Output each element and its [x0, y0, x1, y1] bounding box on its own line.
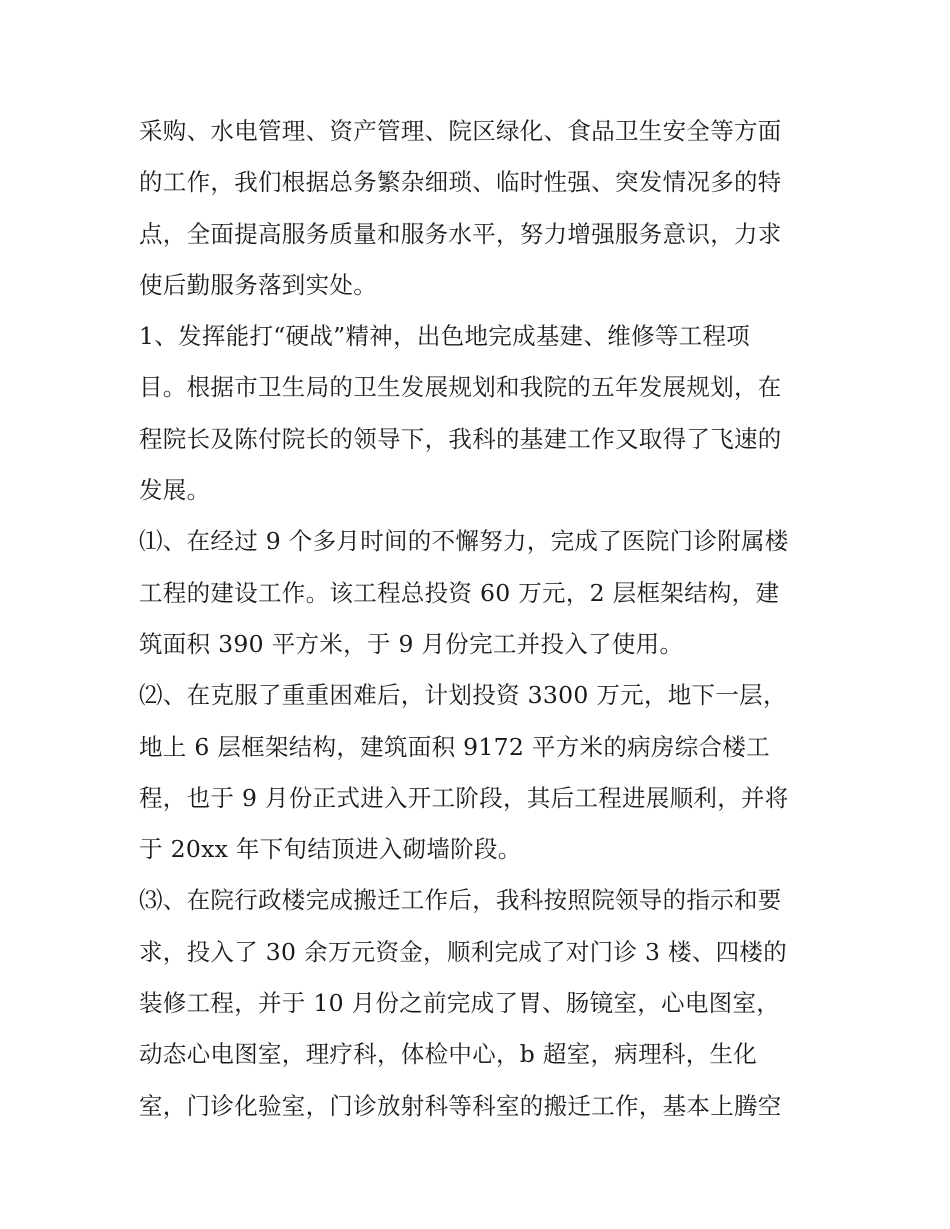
text-line: 装修工程，并于 10 月份之前完成了胃、肠镜室，心电图室， [139, 989, 781, 1018]
text-line: ⑶、在院行政楼完成搬迁工作后，我科按照院领导的指示和要 [139, 886, 782, 915]
text-line: 工程的建设工作。该工程总投资 60 万元，2 层框架结构，建 [139, 578, 780, 607]
text-line: 的工作，我们根据总务繁杂细琐、临时性强、突发情况多的特 [139, 168, 782, 197]
text-line: 发展。 [139, 476, 211, 505]
text-line: 1、发挥能打“硬战”精神，出色地完成基建、维修等工程项 [139, 322, 751, 351]
text-line: 于 20xx 年下旬结顶进入砌墙阶段。 [139, 835, 522, 864]
text-line: 程，也于 9 月份正式进入开工阶段，其后工程进展顺利，并将 [139, 783, 789, 812]
text-line: 使后勤服务落到实处。 [139, 270, 377, 299]
text-line: 程院长及陈付院长的领导下，我科的基建工作又取得了飞速的 [139, 424, 782, 453]
text-line: 采购、水电管理、资产管理、院区绿化、食品卫生安全等方面 [139, 117, 782, 145]
text-line: 室，门诊化验室，门诊放射科等科室的搬迁工作，基本上腾空 [139, 1091, 782, 1120]
text-line: 目。根据市卫生局的卫生发展规划和我院的五年发展规划，在 [139, 373, 782, 402]
text-line: 点，全面提高服务质量和服务水平，努力增强服务意识，力求 [139, 219, 782, 248]
text-line: 求，投入了 30 余万元资金，顺利完成了对门诊 3 楼、四楼的 [139, 937, 788, 966]
text-line: ⑵、在克服了重重困难后，计划投资 3300 万元，地下一层， [139, 681, 787, 710]
text-line: ⑴、在经过 9 个多月时间的不懈努力，完成了医院门诊附属楼 [139, 527, 789, 556]
text-line: 动态心电图室，理疗科，体检中心，b 超室，病理科，生化 [139, 1040, 758, 1069]
text-line: 筑面积 390 平方米，于 9 月份完工并投入了使用。 [139, 629, 684, 658]
body-text [139, 106, 829, 1132]
text-line: 地上 6 层框架结构，建筑面积 9172 平方米的病房综合楼工 [139, 732, 770, 761]
